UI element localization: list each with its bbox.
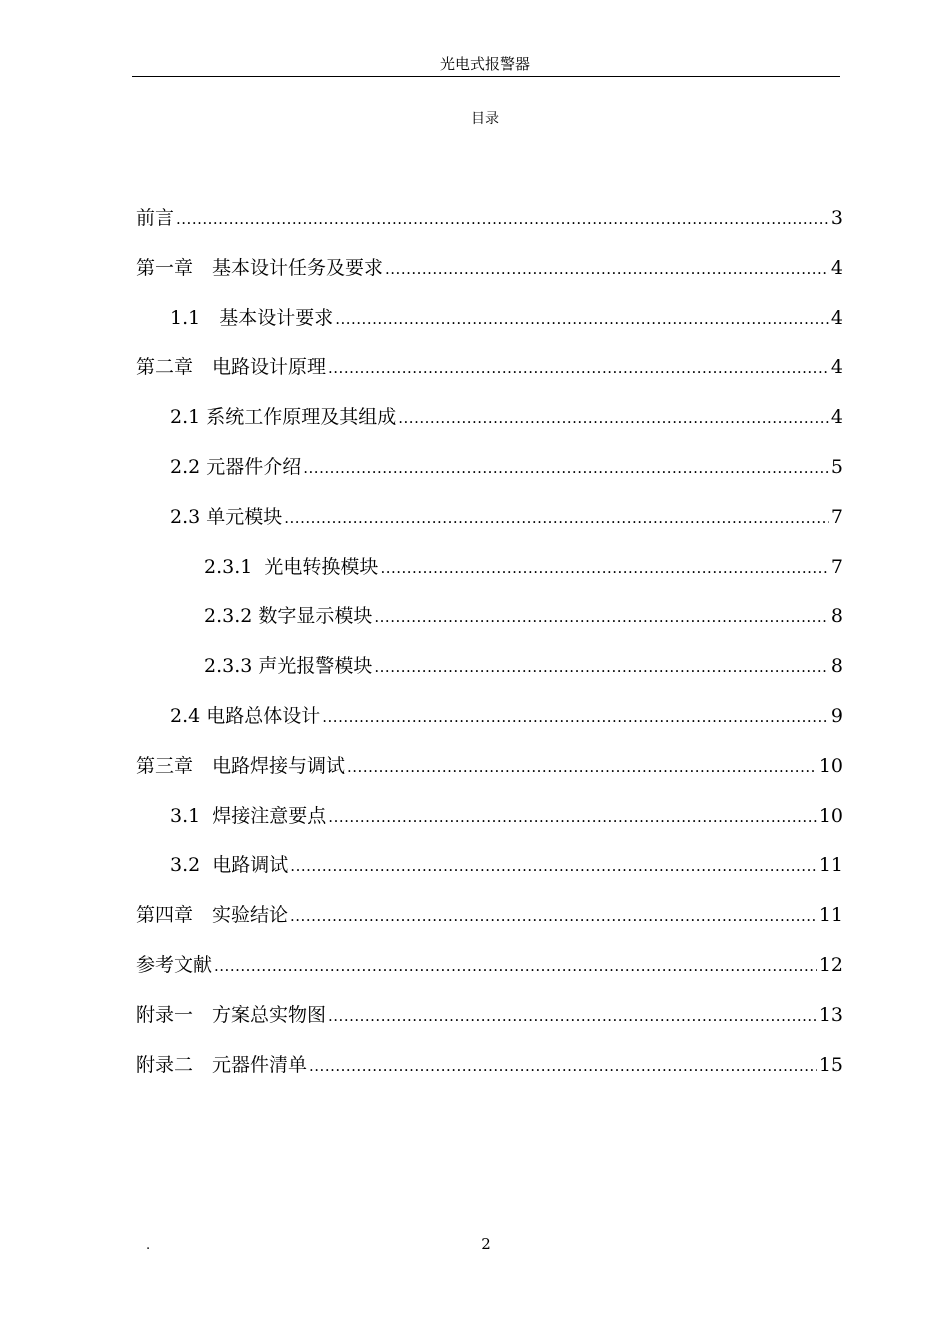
toc-dot-leader (374, 603, 829, 630)
running-header-title: 光电式报警器 (439, 55, 530, 73)
toc-entry[interactable] (170, 503, 843, 531)
toc-dot-leader (290, 902, 817, 929)
toc-entry[interactable] (204, 652, 843, 680)
toc-entry-page: 4 (830, 406, 843, 429)
toc-entry-page: 11 (818, 854, 843, 877)
toc-entry[interactable] (170, 403, 843, 431)
toc-heading: 目录 (471, 111, 499, 127)
toc-entry-page: 7 (830, 555, 843, 578)
toc-entry-label: 2.3.2 数字显示模块 (204, 605, 373, 628)
toc-entry-page: 4 (830, 306, 843, 329)
toc-entry[interactable] (136, 901, 843, 929)
toc-dot-leader (176, 205, 829, 232)
toc-dot-leader (303, 454, 829, 481)
toc-dot-leader (328, 354, 829, 381)
toc-entry[interactable] (136, 254, 843, 282)
toc-entry-label: 2.3.3 声光报警模块 (204, 655, 373, 678)
toc-entry-page: 5 (830, 456, 843, 478)
toc-entry[interactable] (170, 851, 843, 879)
toc-entry[interactable] (136, 1001, 843, 1029)
toc-entry-page: 15 (818, 1053, 843, 1076)
toc-entry-label: 2.3 单元模块 (170, 505, 283, 528)
toc-entry-label: 2.4 电路总体设计 (170, 705, 321, 727)
toc-entry[interactable] (204, 602, 843, 630)
toc-entry-page: 10 (818, 804, 843, 827)
toc-dot-leader (284, 504, 829, 531)
toc-dot-leader (214, 952, 817, 979)
toc-entry-label: 第四章 实验结论 (136, 904, 289, 927)
toc-entry[interactable] (204, 553, 843, 581)
toc-entry-page: 4 (830, 256, 843, 279)
toc-dot-leader (290, 852, 817, 879)
header-divider (132, 76, 840, 77)
toc-entry-label: 2.1 系统工作原理及其组成 (170, 406, 397, 429)
toc-entry-label: 1.1 基本设计要求 (170, 306, 334, 329)
toc-entry[interactable] (136, 752, 843, 780)
toc-entry-label: 参考文献 (136, 954, 213, 976)
toc-entry-page: 10 (818, 754, 843, 777)
toc-entry-page: 8 (830, 605, 843, 628)
toc-dot-leader (374, 653, 829, 680)
toc-entry-page: 4 (830, 356, 843, 379)
toc-entry-label: 3.2 电路调试 (170, 854, 289, 877)
toc-entry[interactable] (136, 951, 843, 979)
toc-entry[interactable] (170, 802, 843, 830)
toc-entry-page: 11 (818, 904, 843, 927)
toc-dot-leader (322, 703, 829, 730)
toc-entry-label: 附录一 方案总实物图 (136, 1003, 327, 1026)
toc-entry-page: 13 (818, 1003, 843, 1026)
toc-dot-leader (309, 1052, 817, 1079)
toc-entry[interactable] (170, 702, 843, 730)
toc-dot-leader (398, 404, 829, 431)
toc-entry-page: 9 (830, 705, 843, 727)
toc-entry-label: 2.2 元器件介绍 (170, 456, 302, 478)
toc-entry-label: 第二章 电路设计原理 (136, 356, 327, 379)
toc-entry-label: 附录二 元器件清单 (136, 1053, 308, 1076)
toc-entry-label: 前言 (136, 207, 175, 229)
footer-page-number: 2 (481, 1235, 491, 1253)
toc-entry-label: 第一章 基本设计任务及要求 (136, 256, 384, 279)
toc-entry[interactable] (136, 204, 843, 232)
toc-entry[interactable] (136, 1051, 843, 1079)
toc-dot-leader (335, 305, 829, 332)
toc-entry-page: 7 (830, 505, 843, 528)
toc-entry[interactable] (136, 353, 843, 381)
toc-dot-leader (328, 803, 817, 830)
footer-mark: . (146, 1238, 151, 1253)
toc-dot-leader (328, 1002, 817, 1029)
toc-entry-page: 8 (830, 655, 843, 678)
toc-entry-page: 12 (818, 954, 843, 976)
toc-dot-leader (347, 753, 817, 780)
toc-dot-leader (380, 554, 828, 581)
toc-entry-label: 第三章 电路焊接与调试 (136, 754, 346, 777)
toc-dot-leader (385, 255, 829, 282)
toc-entry-label: 3.1 焊接注意要点 (170, 804, 327, 827)
toc-entry[interactable] (170, 304, 843, 332)
toc-entry-page: 3 (830, 207, 843, 229)
toc-entry[interactable] (170, 453, 843, 481)
toc-entry-label: 2.3.1 光电转换模块 (204, 555, 379, 578)
